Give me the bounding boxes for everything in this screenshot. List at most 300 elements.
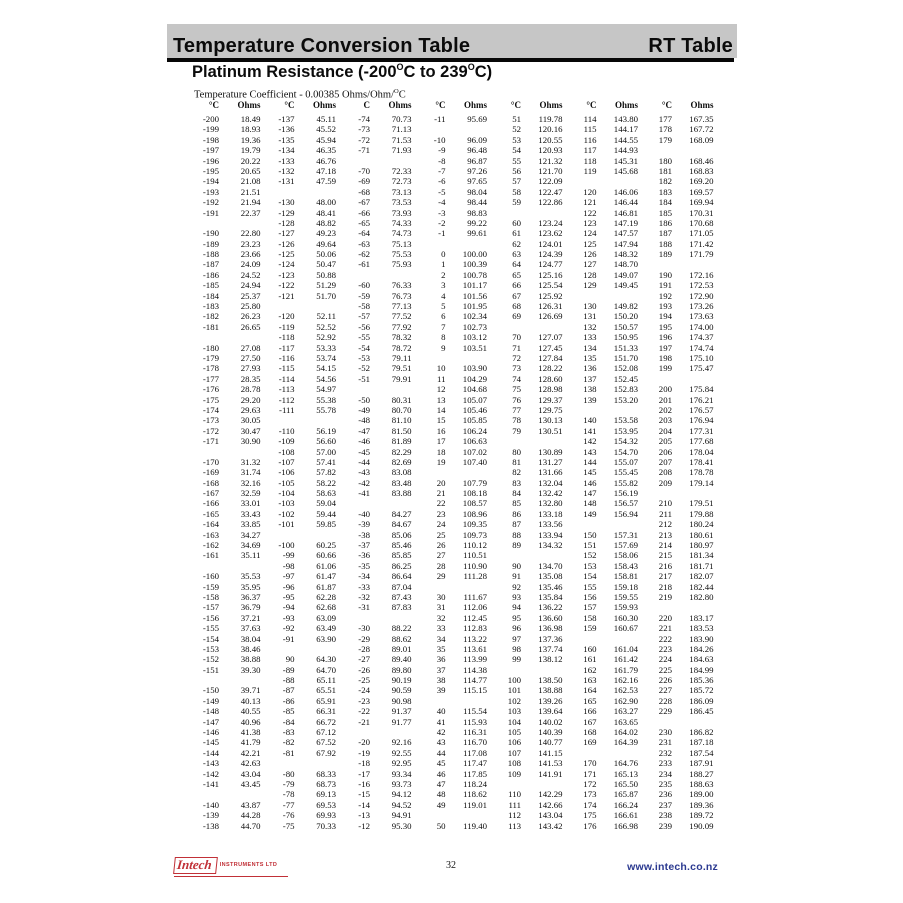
ohms-cell: 89.40 — [391, 654, 412, 665]
ohms-cell: 150.57 — [613, 321, 638, 332]
ohms-cell: 122.47 — [538, 186, 563, 197]
ohms-cell: 62.68 — [316, 602, 336, 613]
table-row — [412, 654, 488, 664]
temp-cell: 191 — [658, 280, 672, 291]
ohms-cell: 144.17 — [613, 124, 638, 135]
table-row-spacer — [563, 405, 639, 415]
temp-cell: -3 — [438, 207, 446, 218]
table-row — [563, 239, 639, 249]
temp-cell: -155 — [202, 623, 219, 634]
table-row — [638, 613, 714, 623]
table-row — [638, 592, 714, 602]
table-row — [412, 488, 488, 498]
table-row — [563, 467, 639, 477]
ohms-cell: 168.09 — [689, 134, 714, 145]
banner-title: Temperature Conversion Table — [173, 35, 471, 57]
ohms-cell: 189.72 — [689, 810, 714, 821]
temp-cell: 125 — [583, 238, 597, 249]
temp-cell: 42 — [436, 727, 446, 738]
table-row-spacer — [412, 467, 488, 477]
table-row — [638, 176, 714, 186]
table-row — [185, 270, 261, 280]
table-row — [412, 135, 488, 145]
ohms-cell: 65.11 — [316, 675, 336, 686]
temp-cell: 129 — [583, 280, 597, 291]
table-row-spacer — [563, 519, 639, 529]
table-row — [638, 675, 714, 685]
table-row — [412, 613, 488, 623]
table-row — [412, 156, 488, 166]
ohms-cell: 112.83 — [463, 623, 487, 634]
temp-cell: 208 — [658, 467, 672, 478]
ohms-cell: 180.97 — [689, 540, 714, 551]
table-row — [185, 488, 261, 498]
table-row — [185, 540, 261, 550]
temp-cell: -163 — [202, 529, 219, 540]
table-row — [261, 197, 337, 207]
temp-cell: -188 — [202, 249, 219, 260]
ohms-cell: 146.44 — [613, 197, 638, 208]
ohms-cell: 40.55 — [240, 706, 261, 717]
table-row — [487, 457, 563, 467]
ohms-cell: 173.63 — [689, 311, 714, 322]
table-row — [412, 343, 488, 353]
table-row — [261, 239, 337, 249]
ohms-cell: 137.36 — [538, 633, 563, 644]
ohms-cell: 113.22 — [463, 633, 487, 644]
ohms-cell: 132.42 — [538, 488, 563, 499]
ohms-cell: 124.01 — [538, 238, 563, 249]
table-row — [412, 145, 488, 155]
ohms-cell: 67.52 — [316, 737, 336, 748]
table-row — [336, 592, 412, 602]
table-row — [412, 228, 488, 238]
temp-cell: 69 — [512, 311, 521, 322]
temp-cell: -67 — [358, 197, 370, 208]
temp-cell: 88 — [512, 529, 521, 540]
ohms-cell: 183.53 — [689, 623, 714, 634]
ohms-cell: 129.75 — [538, 404, 563, 415]
ohms-cell: 174.00 — [689, 321, 714, 332]
temp-cell: 111 — [508, 799, 521, 810]
table-row — [185, 353, 261, 363]
ohms-cell: 184.26 — [689, 643, 714, 654]
temp-cell: 133 — [583, 332, 597, 343]
temp-cell: 235 — [658, 779, 672, 789]
temp-cell: 48 — [436, 789, 446, 800]
ohms-cell: 44.28 — [240, 810, 261, 821]
temp-cell: 205 — [658, 436, 672, 447]
ohms-cell: 82.69 — [391, 456, 412, 467]
table-row — [487, 675, 563, 685]
table-row — [563, 426, 639, 436]
ohms-cell: 86.25 — [391, 560, 412, 571]
temp-cell: -158 — [202, 591, 219, 602]
table-row — [412, 592, 488, 602]
table-row — [412, 727, 488, 737]
ohms-cell: 119.40 — [463, 820, 487, 831]
ohms-cell: 172.16 — [689, 269, 714, 280]
ohms-cell: 98.44 — [467, 197, 487, 208]
temp-cell: 231 — [658, 737, 672, 748]
temp-cell: 158 — [583, 612, 597, 623]
temp-cell: -57 — [358, 311, 370, 322]
table-row — [638, 332, 714, 342]
table-row — [336, 249, 412, 259]
temp-cell: 138 — [583, 384, 597, 395]
temp-cell: 32 — [436, 612, 446, 623]
table-row — [185, 311, 261, 321]
temp-cell: 6 — [441, 311, 446, 322]
temp-cell: -104 — [278, 488, 295, 499]
ohms-cell: 73.93 — [391, 207, 412, 218]
temp-cell: 37 — [436, 664, 446, 675]
table-row — [261, 789, 337, 799]
table-row — [336, 800, 412, 810]
table-row-spacer — [487, 436, 563, 446]
temp-cell: -198 — [202, 134, 219, 145]
ohms-cell: 78.32 — [391, 332, 412, 343]
temp-cell: 3 — [441, 280, 446, 291]
table-row — [563, 696, 639, 706]
ohms-cell: 160.30 — [613, 612, 638, 623]
temp-cell: -72 — [358, 134, 370, 145]
ohms-cell: 164.76 — [613, 758, 638, 769]
ohms-cell: 121.70 — [538, 165, 563, 176]
ohms-cell: 93.34 — [391, 768, 412, 779]
temp-cell: 159 — [583, 623, 597, 634]
table-row — [638, 665, 714, 675]
ohms-cell: 26.65 — [240, 321, 261, 332]
table-row — [185, 384, 261, 394]
temp-cell: 144 — [583, 456, 597, 467]
table-row-spacer — [487, 208, 563, 218]
ohms-cell: 157.31 — [613, 529, 638, 540]
table-row-spacer — [185, 561, 261, 571]
table-row — [412, 509, 488, 519]
temp-cell: 23 — [436, 508, 446, 519]
temp-cell: -80 — [282, 768, 295, 779]
table-row — [185, 291, 261, 301]
ohms-cell: 51.29 — [316, 280, 336, 291]
ohms-cell: 120.55 — [538, 134, 563, 145]
table-row — [563, 613, 639, 623]
temp-cell: 13 — [436, 394, 446, 405]
header-banner — [167, 24, 737, 58]
temp-cell: 29 — [436, 571, 446, 582]
ohms-cell: 37.63 — [240, 623, 261, 634]
temp-cell: -128 — [278, 217, 295, 228]
table-row — [638, 737, 714, 747]
table-row — [563, 769, 639, 779]
table-row — [336, 758, 412, 768]
ohms-cell: 135.84 — [538, 591, 563, 602]
ohms-cell: 124.77 — [538, 259, 563, 270]
table-row — [185, 280, 261, 290]
table-row — [638, 550, 714, 560]
table-row-spacer — [261, 187, 337, 197]
table-row — [412, 530, 488, 540]
ohms-cell: 56.60 — [316, 436, 336, 447]
ohms-cell: 180.61 — [689, 529, 714, 540]
ohms-cell: 140.39 — [538, 727, 563, 738]
temp-cell: -56 — [358, 321, 370, 332]
table-row — [638, 363, 714, 373]
ohms-cell: 128.60 — [538, 373, 563, 384]
ohms-cell: 100.78 — [462, 269, 487, 280]
ohms-cell: 81.50 — [391, 425, 412, 436]
table-row — [336, 332, 412, 342]
ohms-cell: 45.11 — [316, 114, 336, 124]
temp-cell: 118 — [583, 155, 597, 166]
table-row — [261, 249, 337, 259]
table-row — [336, 519, 412, 529]
temp-cell: 60 — [512, 217, 521, 228]
table-row — [563, 228, 639, 238]
table-row — [261, 737, 337, 747]
temp-cell: 238 — [658, 810, 672, 821]
table-row — [638, 582, 714, 592]
table-row — [563, 789, 639, 799]
ohms-cell: 30.90 — [240, 436, 261, 447]
temp-cell: -93 — [282, 612, 295, 623]
table-row-spacer — [336, 613, 412, 623]
temp-cell: -94 — [282, 602, 295, 613]
table-row — [185, 478, 261, 488]
table-row — [412, 519, 488, 529]
table-row — [412, 602, 488, 612]
ohms-cell: 83.08 — [391, 467, 412, 478]
temp-cell: -180 — [202, 342, 219, 353]
temp-cell: 43 — [436, 737, 446, 748]
table-row — [261, 332, 337, 342]
table-row — [638, 426, 714, 436]
temp-cell: 106 — [507, 737, 521, 748]
ohms-cell: 25.37 — [240, 290, 261, 301]
ohms-cell: 35.53 — [240, 571, 261, 582]
temp-cell: -53 — [358, 352, 370, 363]
table-row — [487, 592, 563, 602]
table-row — [412, 270, 488, 280]
website-link[interactable]: www.intech.co.nz — [627, 861, 718, 873]
table-row — [185, 405, 261, 415]
ohms-cell: 74.73 — [391, 228, 412, 239]
table-row — [563, 561, 639, 571]
ohms-cell: 143.42 — [538, 820, 563, 831]
table-row — [185, 634, 261, 644]
ohms-cell: 66.72 — [316, 716, 336, 727]
ohms-cell: 56.19 — [316, 425, 336, 436]
table-row — [487, 280, 563, 290]
temp-cell: 164 — [583, 685, 597, 696]
table-row — [487, 769, 563, 779]
ohms-cell: 89.80 — [391, 664, 412, 675]
table-row — [336, 478, 412, 488]
table-row-spacer — [638, 259, 714, 269]
table-row — [412, 571, 488, 581]
temp-cell: 151 — [583, 540, 597, 551]
temp-cell: 22 — [436, 498, 446, 509]
page-title: Platinum Resistance ($-200^OC$ to $239^OC$) — [192, 61, 493, 81]
ohms-cell: 48.82 — [316, 217, 336, 228]
temp-cell: 49 — [436, 799, 446, 810]
table-row — [412, 332, 488, 342]
table-row — [487, 696, 563, 706]
temp-cell: -100 — [278, 540, 295, 551]
table-row-spacer — [563, 748, 639, 758]
table-row — [185, 239, 261, 249]
table-row — [563, 488, 639, 498]
table-row — [412, 436, 488, 446]
temp-cell: -35 — [358, 560, 370, 571]
ohms-cell: 20.22 — [240, 155, 261, 166]
temp-cell: -31 — [358, 602, 370, 613]
temp-cell: -78 — [282, 789, 295, 800]
table-row — [185, 374, 261, 384]
temp-cell: 45 — [436, 758, 446, 769]
table-row — [336, 447, 412, 457]
temp-cell: -192 — [202, 197, 219, 208]
ohms-cell: 23.23 — [240, 238, 261, 249]
table-row — [563, 582, 639, 592]
ohms-cell: 27.93 — [240, 363, 261, 374]
ohms-cell: 152.45 — [613, 373, 638, 384]
temp-cell: 67 — [512, 290, 521, 301]
ohms-cell: 102.73 — [462, 321, 487, 332]
temp-cell: 142 — [583, 436, 597, 447]
ohms-cell: 128.98 — [538, 384, 563, 395]
table-row — [336, 737, 412, 747]
intech-logo — [174, 856, 288, 877]
temp-cell: -7 — [438, 165, 446, 176]
table-row — [336, 717, 412, 727]
temp-cell: 82 — [512, 467, 521, 478]
ohms-cell: 122.09 — [538, 176, 563, 187]
temp-cell: -92 — [282, 623, 295, 634]
temp-cell: 104 — [507, 716, 521, 727]
temp-cell: 232 — [658, 747, 672, 758]
table-row — [261, 166, 337, 176]
temp-cell: -41 — [358, 488, 370, 499]
temp-cell: 181 — [658, 165, 672, 176]
ohms-cell: 43.45 — [240, 779, 261, 789]
temp-cell: -50 — [358, 394, 370, 405]
table-column-pair — [563, 100, 639, 831]
ohms-cell: 127.45 — [538, 342, 563, 353]
table-row — [563, 415, 639, 425]
table-row — [563, 821, 639, 831]
temp-cell: -162 — [202, 540, 219, 551]
table-row — [487, 187, 563, 197]
ohms-cell: 159.18 — [613, 581, 638, 592]
temp-cell: -170 — [202, 456, 219, 467]
table-row — [487, 197, 563, 207]
page-subtitle: Temperature Coefficient - 0.00385 Ohms/Ohm/$^O$C — [194, 88, 406, 101]
ohms-cell: 153.95 — [613, 425, 638, 436]
table-row — [185, 613, 261, 623]
temp-cell: -58 — [358, 301, 370, 312]
table-row — [336, 343, 412, 353]
temp-cell: 204 — [658, 425, 672, 436]
ohms-cell: 76.73 — [391, 290, 412, 301]
temp-cell: 177 — [658, 114, 672, 124]
ohms-cell: 178.78 — [689, 467, 714, 478]
ohms-cell: 149.07 — [613, 269, 638, 280]
table-row — [336, 176, 412, 186]
ohms-cell: 141.91 — [538, 768, 563, 779]
temp-cell: 65 — [512, 269, 521, 280]
ohms-cell: 111.67 — [463, 591, 487, 602]
temp-cell: 156 — [583, 591, 597, 602]
ohms-cell: 87.43 — [391, 591, 412, 602]
ohms-cell: 168.83 — [689, 165, 714, 176]
temp-cell: 137 — [583, 373, 597, 384]
table-row — [563, 270, 639, 280]
table-row — [638, 810, 714, 820]
ohms-cell: 95.30 — [391, 820, 412, 831]
temp-cell: 74 — [512, 373, 521, 384]
ohms-cell: 92.16 — [391, 737, 412, 748]
ohms-cell: 154.70 — [613, 446, 638, 457]
ohms-cell: 134.70 — [538, 560, 563, 571]
table-row — [638, 696, 714, 706]
ohms-cell: 169.94 — [689, 197, 714, 208]
temp-cell: -172 — [202, 425, 219, 436]
table-row — [412, 779, 488, 789]
ohms-cell: 90.19 — [391, 675, 412, 686]
table-row — [487, 239, 563, 249]
table-row — [185, 301, 261, 311]
temp-cell: 126 — [583, 249, 597, 260]
ohms-cell: 43.04 — [240, 768, 261, 779]
temp-cell: -33 — [358, 581, 370, 592]
temp-cell: 219 — [658, 591, 672, 602]
table-row — [261, 384, 337, 394]
ohms-cell: 50.06 — [316, 249, 336, 260]
temp-cell: 51 — [512, 114, 521, 124]
temp-cell: -82 — [282, 737, 295, 748]
table-row — [336, 395, 412, 405]
temp-cell: 173 — [583, 789, 597, 800]
table-row — [336, 197, 412, 207]
ohms-cell: 188.63 — [689, 779, 714, 789]
temp-cell: 161 — [583, 654, 597, 665]
temp-cell: -63 — [358, 238, 370, 249]
table-row — [261, 602, 337, 612]
temp-cell: 134 — [583, 342, 597, 353]
temp-cell: -99 — [282, 550, 295, 561]
table-row — [487, 467, 563, 477]
temp-cell: -167 — [202, 488, 219, 499]
table-row — [261, 800, 337, 810]
ohms-cell: 165.50 — [613, 779, 638, 789]
temp-cell: 35 — [436, 643, 446, 654]
temp-cell: 174 — [583, 799, 597, 810]
ohms-cell: 149.45 — [613, 280, 638, 291]
temp-cell: 185 — [658, 207, 672, 218]
table-row — [638, 353, 714, 363]
ohms-cell: 132.04 — [538, 477, 563, 488]
ohms-cell: 172.90 — [689, 290, 714, 301]
ohms-cell: 144.93 — [613, 145, 638, 156]
ohms-cell: 57.00 — [316, 446, 336, 457]
table-row — [261, 779, 337, 789]
temp-cell: 197 — [658, 342, 672, 353]
temp-cell: 70 — [512, 332, 521, 343]
table-row — [563, 665, 639, 675]
ohms-cell: 44.70 — [240, 820, 261, 831]
ohms-cell: 104.68 — [462, 384, 487, 395]
